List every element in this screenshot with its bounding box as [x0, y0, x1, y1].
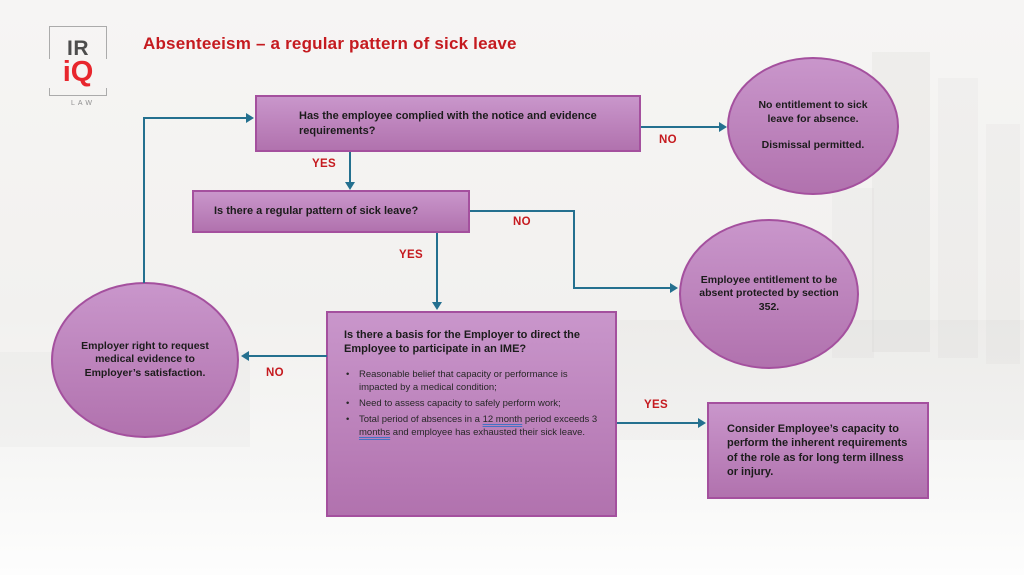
label-notice-no: NO: [659, 134, 677, 146]
iriq-law-logo: [40, 26, 116, 107]
skyline-tower-watermark: [938, 78, 978, 358]
logo-iq-text: iQ: [62, 56, 94, 88]
page-title: Absenteeism – a regular pattern of sick leave: [143, 34, 517, 53]
arrowhead-into-notice-box: [246, 113, 254, 123]
ime-bullet-3-underlined-2: months: [359, 427, 391, 439]
label-notice-yes: YES: [312, 158, 336, 170]
medical-evidence-text: Employer right to request medical evidence to Employer’s satisfaction.: [81, 339, 209, 379]
notice-evidence-question-box: [255, 95, 641, 152]
connector-pattern-yes: [436, 233, 438, 303]
ime-heading-text: Is there a basis for the Employer to direct the Employee to participate in an IME?: [344, 329, 580, 356]
label-pattern-yes: YES: [399, 249, 423, 261]
ime-bullet-3-text: Total period of absences in a: [359, 413, 483, 425]
connector-feedback-vertical: [143, 117, 145, 283]
connector-ime-no: [249, 355, 327, 357]
section-352-text: Employee entitlement to be absent protected by section 352.: [699, 273, 839, 313]
logo-law-text: LAW: [71, 100, 95, 107]
regular-pattern-question-text: Is there a regular pattern of sick leave?: [214, 205, 419, 218]
no-entitlement-ellipse: [727, 57, 899, 195]
connector-notice-yes: [349, 152, 351, 183]
connector-pattern-no-h2: [573, 287, 672, 289]
logo-ir-text: IR: [49, 26, 107, 59]
arrowhead-into-no-entitlement: [719, 122, 727, 132]
connector-notice-no: [641, 126, 721, 128]
regular-pattern-question-box: [192, 190, 470, 233]
medical-evidence-ellipse: [51, 282, 239, 438]
arrowhead-into-pattern-box: [345, 182, 355, 190]
arrowhead-into-ime-box: [432, 302, 442, 310]
connector-pattern-no-v: [573, 210, 575, 289]
notice-evidence-question-text: Has the employee complied with the notice and evidence requirements?: [299, 110, 597, 137]
section-352-ellipse: [679, 219, 859, 369]
consider-capacity-box: [707, 402, 929, 499]
label-pattern-no: NO: [513, 216, 531, 228]
arrowhead-into-section-352: [670, 283, 678, 293]
connector-feedback-horizontal: [143, 117, 247, 119]
ime-bullet-2: • Need to assess capacity to safely perform work;: [344, 397, 601, 410]
dismissal-permitted-text: Dismissal permitted.: [761, 139, 865, 152]
connector-ime-yes: [617, 422, 700, 424]
connector-pattern-no-h1: [470, 210, 575, 212]
label-ime-yes: YES: [644, 399, 668, 411]
logo-bottom-bracket: [49, 88, 107, 96]
ime-bullet-list: [344, 368, 601, 440]
ime-bullet-3-text: period exceeds 3: [522, 413, 598, 425]
ime-bullet-3: [344, 413, 601, 439]
consider-capacity-text: Consider Employee’s capacity to perform the inherent requirements of the role as for long term illness or injury.: [727, 422, 908, 478]
arrowhead-into-capacity-box: [698, 418, 706, 428]
ime-bullet-1: • Reasonable belief that capacity or performance is impacted by a medical condition;: [344, 368, 601, 394]
ime-bullet-3-underlined-1: 12 month: [482, 413, 523, 425]
ime-basis-box: [326, 311, 617, 517]
label-ime-no: NO: [266, 367, 284, 379]
no-entitlement-text: No entitlement to sick leave for absence.: [758, 99, 868, 125]
arrowhead-into-medical-evidence: [241, 351, 249, 361]
ime-bullet-3-text: and employee has exhausted their sick leave.: [390, 427, 586, 439]
